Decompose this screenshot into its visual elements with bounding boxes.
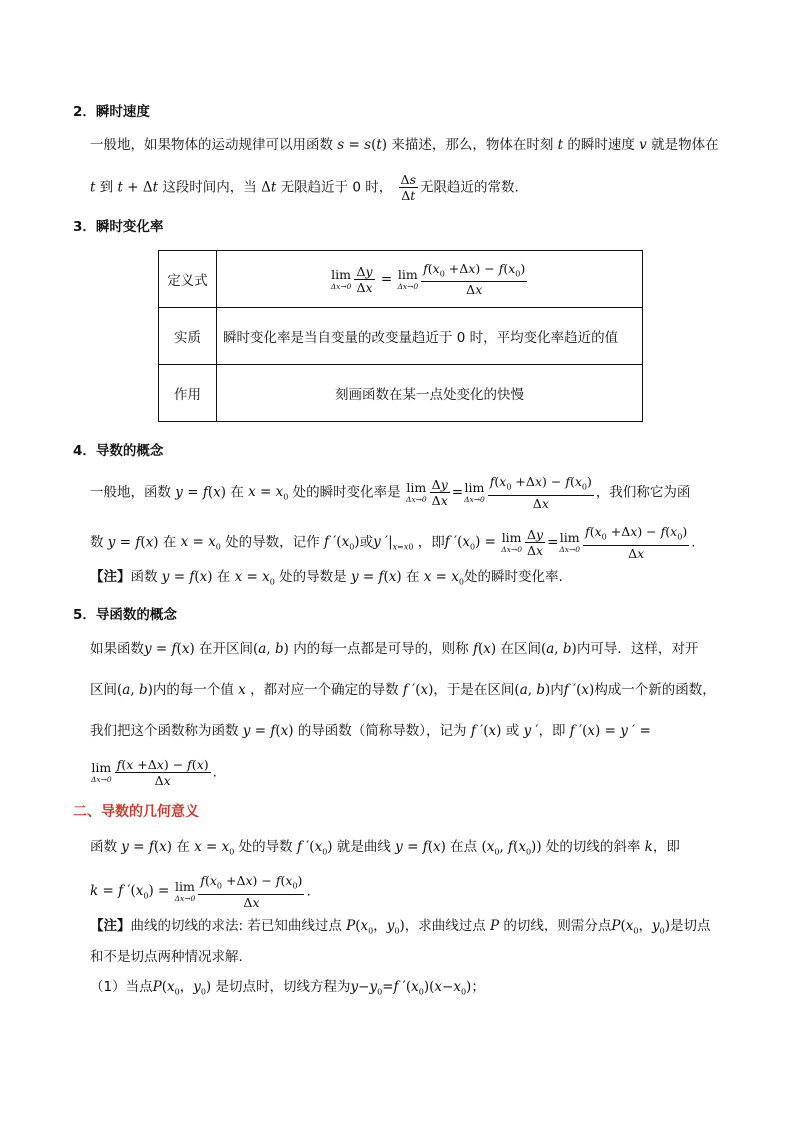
s2-line1: 一般地，如果物体的运动规律可以用函数 s = s(t) 来描述，那么，物体在时刻 t 的瞬时速度 v 就是物体在 [90, 137, 719, 153]
heading-geometric-meaning: 二、导数的几何意义 [73, 804, 199, 820]
s2-line2: t 到 t + Δt 这段时间内，当 Δt 无限趋近于 0 时， $\frac{\Delta s}{\Delta t}$ 无限趋近的常数. [90, 172, 519, 203]
row-key: 作用 [159, 365, 217, 422]
s5-line4: lim Δx→0 $\frac{f(x +\Delta x) - f(x)}{\Delta x}$ . [91, 757, 217, 788]
p2-formula: k = f $'(x_0)$ = lim Δx→0 $\frac{f(x_0 +\Delta x) - f(x_0)}{\Delta x}$ . [90, 873, 311, 910]
p2-note-line2: 和不是切点两种情况求解． [90, 949, 252, 965]
definition-table [158, 250, 643, 422]
row-key: 定义式 [159, 251, 217, 308]
s5-line2: 区间(a, b)内的每一个值 x ，都对应一个确定的导数 f ′(x)，于是在区间(a, b)内f ′(x)构成一个新的函数， [90, 682, 716, 698]
s4-note: 【注】函数 y = f(x) 在 $x = x_0$ 处的导数是 y = f(x) 在 $x = x_0$处的瞬时变化率. [90, 569, 563, 587]
heading-instant-rate: 3．瞬时变化率 [73, 219, 164, 235]
p2-note: 【注】曲线的切线的求法: 若已知曲线过点 $P(x_0$，$y_0$)，求曲线过点 P 的切线，则需分点$P(x_0$，$y_0$)是切点 [90, 918, 711, 936]
heading-derived-function: 5．导函数的概念 [73, 607, 177, 623]
row-key: 实质 [159, 308, 217, 365]
s5-line3: 我们把这个函数称为函数 y = f(x) 的导函数（简称导数），记为 f ′(x) 或 y ′，即 f ′(x) = y ′ = [90, 723, 651, 739]
p2-case1: （1）当点$P(x_0$，$y_0$) 是切点时，切线方程为$y-y_0=f$ $'(x_0)(x-x_0)$； [90, 979, 485, 997]
s5-line1: 如果函数y = f(x) 在开区间(a, b) 内的每一点都是可导的，则称 f(x) 在区间(a, b)内可导．这样，对开 [90, 641, 699, 657]
row-value: 瞬时变化率是当自变量的改变量趋近于 0 时，平均变化率趋近的值 [217, 308, 643, 365]
s4-line1: 一般地，函数 y = f(x) 在 $x = x_0$ 处的瞬时变化率是 lim Δx→0 $\frac{\Delta y}{\Delta x}$ = lim Δx→0 $\frac{f(x_0 +\Delta x) - f(x_0)}{\Delta x}$ ，我们称它为函 [90, 474, 691, 511]
definition-formula: lim Δx→0 $\frac{\Delta y}{\Delta x}$ = lim Δx→0 $\frac{f(x_0 +\Delta x) - f(x_0)}{\Delta x}$ [217, 251, 643, 308]
table-row [159, 365, 643, 422]
heading-instant-velocity: 2．瞬时速度 [73, 104, 150, 120]
table-row [159, 308, 643, 365]
heading-derivative-concept: 4．导数的概念 [73, 443, 164, 459]
s4-line2: 数 y = f(x) 在 $x = x_0$ 处的导数，记作 f $'(x_0)$或y $'|_{x=x0}$ ，即f $'(x_0)$ = lim Δx→0 $\frac{\Delta y}{\Delta x}$ = lim Δx→0 $\frac{f(x_0 +\Delta x) - f(x_0)}{\Delta x}$ . [90, 524, 696, 561]
table-row [159, 251, 643, 308]
row-value: 刻画函数在某一点处变化的快慢 [217, 365, 643, 422]
p2-line1: 函数 y = f(x) 在 $x = x_0$ 处的导数 f $'(x_0)$ 就是曲线 y = f(x) 在点 ($x_0$, $f(x_0)$) 处的切线的斜率 k，即 [90, 839, 680, 857]
fraction-ds-dt: $\frac{\Delta s}{\Delta t}$ [400, 172, 416, 203]
